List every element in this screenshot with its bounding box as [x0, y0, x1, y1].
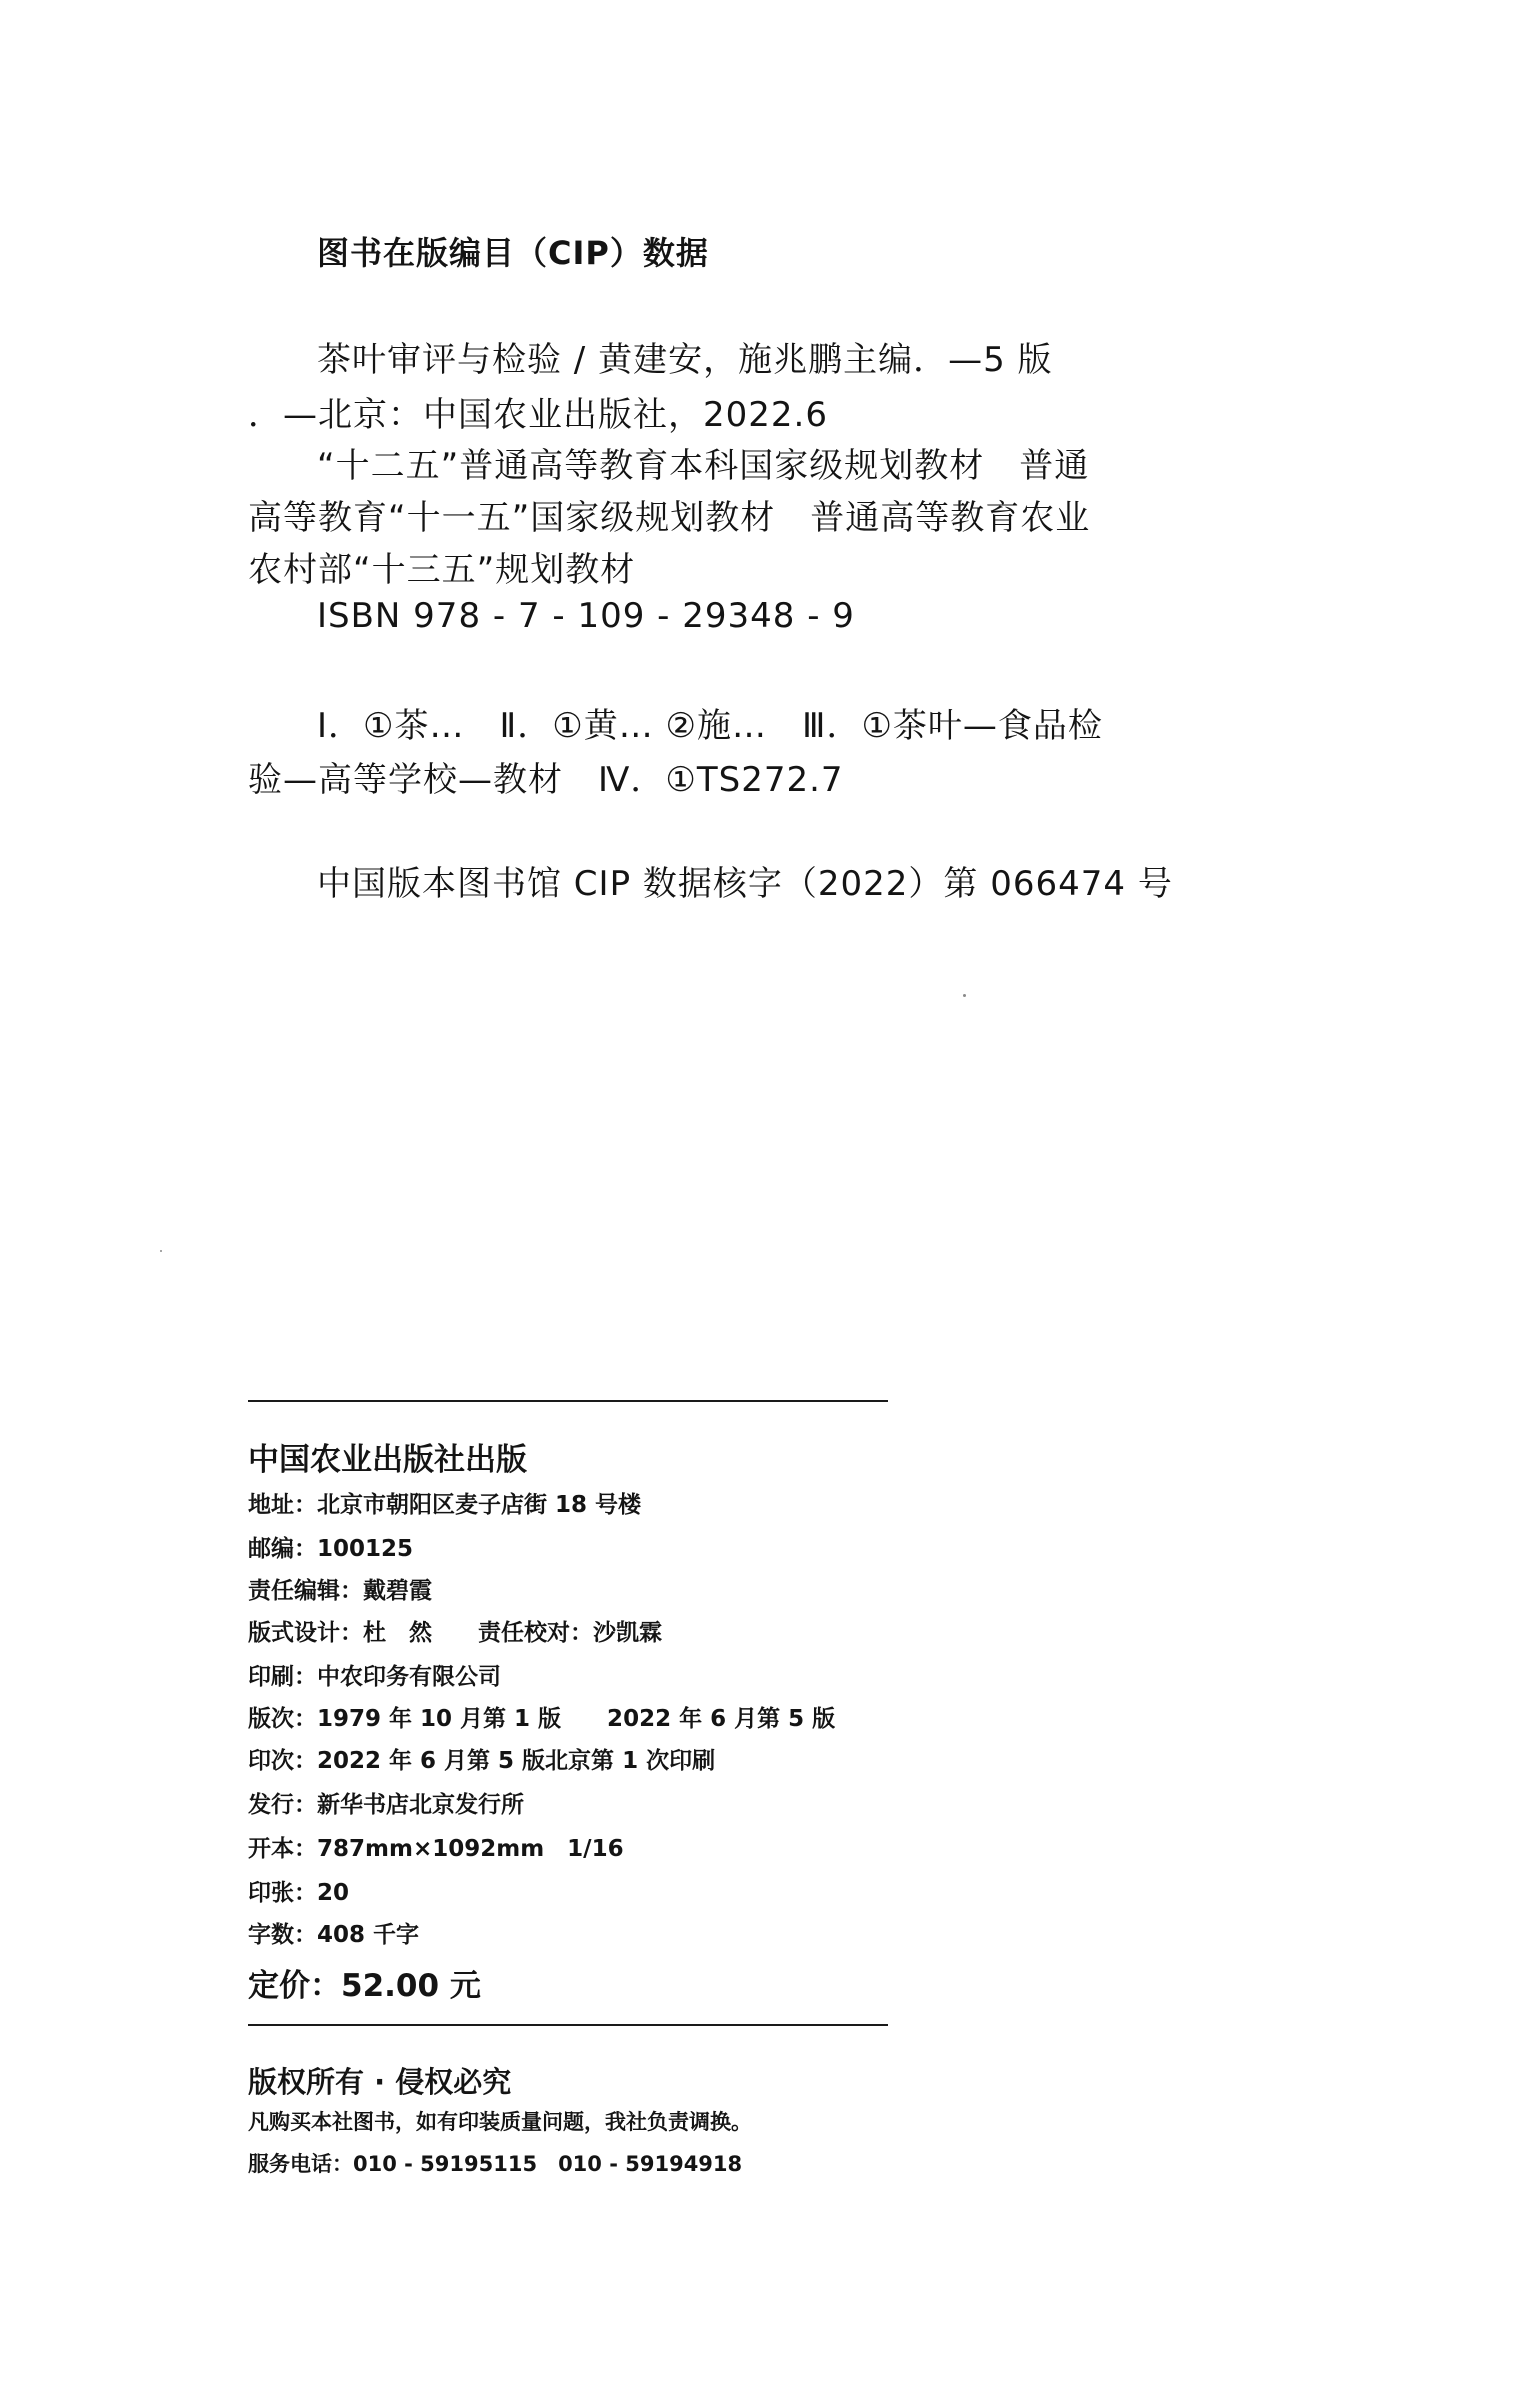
printer: 印刷：中农印务有限公司	[248, 1664, 501, 1690]
printed-sheets: 印张：20	[248, 1880, 350, 1906]
cip-line-subjects-2: 验—高等学校—教材 Ⅳ．①TS272.7	[248, 760, 844, 800]
edition: 版次：1979 年 10 月第 1 版 2022 年 6 月第 5 版	[248, 1706, 836, 1732]
cip-line-record-number: 中国版本图书馆 CIP 数据核字（2022）第 066474 号	[317, 864, 1173, 904]
format: 开本：787mm×1092mm 1/16	[248, 1836, 624, 1862]
cip-line-subjects-1: Ⅰ．①茶… Ⅱ．①黄… ②施… Ⅲ．①茶叶—食品检	[317, 706, 1103, 746]
cip-line-imprint: ．—北京：中国农业出版社，2022.6	[248, 395, 828, 435]
divider-top	[248, 1400, 888, 1402]
publisher-address: 地址：北京市朝阳区麦子店街 18 号楼	[248, 1492, 642, 1518]
publisher-name: 中国农业出版社出版	[248, 1442, 527, 1478]
cip-line-series-1: “十二五”普通高等教育本科国家级规划教材 普通	[317, 446, 1090, 486]
scan-speck	[963, 994, 966, 997]
printing: 印次：2022 年 6 月第 5 版北京第 1 次印刷	[248, 1748, 716, 1774]
responsible-editor: 责任编辑：戴碧霞	[248, 1578, 432, 1604]
cip-line-title: 茶叶审评与检验 / 黄建安，施兆鹏主编．—5 版	[317, 340, 1053, 380]
exchange-notice: 凡购买本社图书，如有印装质量问题，我社负责调换。	[248, 2110, 752, 2134]
publisher-postcode: 邮编：100125	[248, 1536, 414, 1562]
price: 定价：52.00 元	[248, 1968, 481, 2004]
divider-bottom	[248, 2024, 888, 2026]
cip-line-series-3: 农村部“十三五”规划教材	[248, 550, 636, 590]
cip-line-series-2: 高等教育“十一五”国家级规划教材 普通高等教育农业	[248, 498, 1091, 538]
distributor: 发行：新华书店北京发行所	[248, 1792, 524, 1818]
cip-line-isbn: ISBN 978 - 7 - 109 - 29348 - 9	[317, 596, 855, 636]
scan-speck	[160, 1250, 162, 1252]
layout-design-proofreader: 版式设计：杜 然 责任校对：沙凯霖	[248, 1620, 662, 1646]
service-phone: 服务电话：010 - 59195115 010 - 59194918	[248, 2152, 743, 2176]
copyright-heading: 版权所有 · 侵权必究	[248, 2065, 512, 2099]
cip-heading: 图书在版编目（CIP）数据	[317, 234, 709, 272]
word-count: 字数：408 千字	[248, 1922, 420, 1948]
